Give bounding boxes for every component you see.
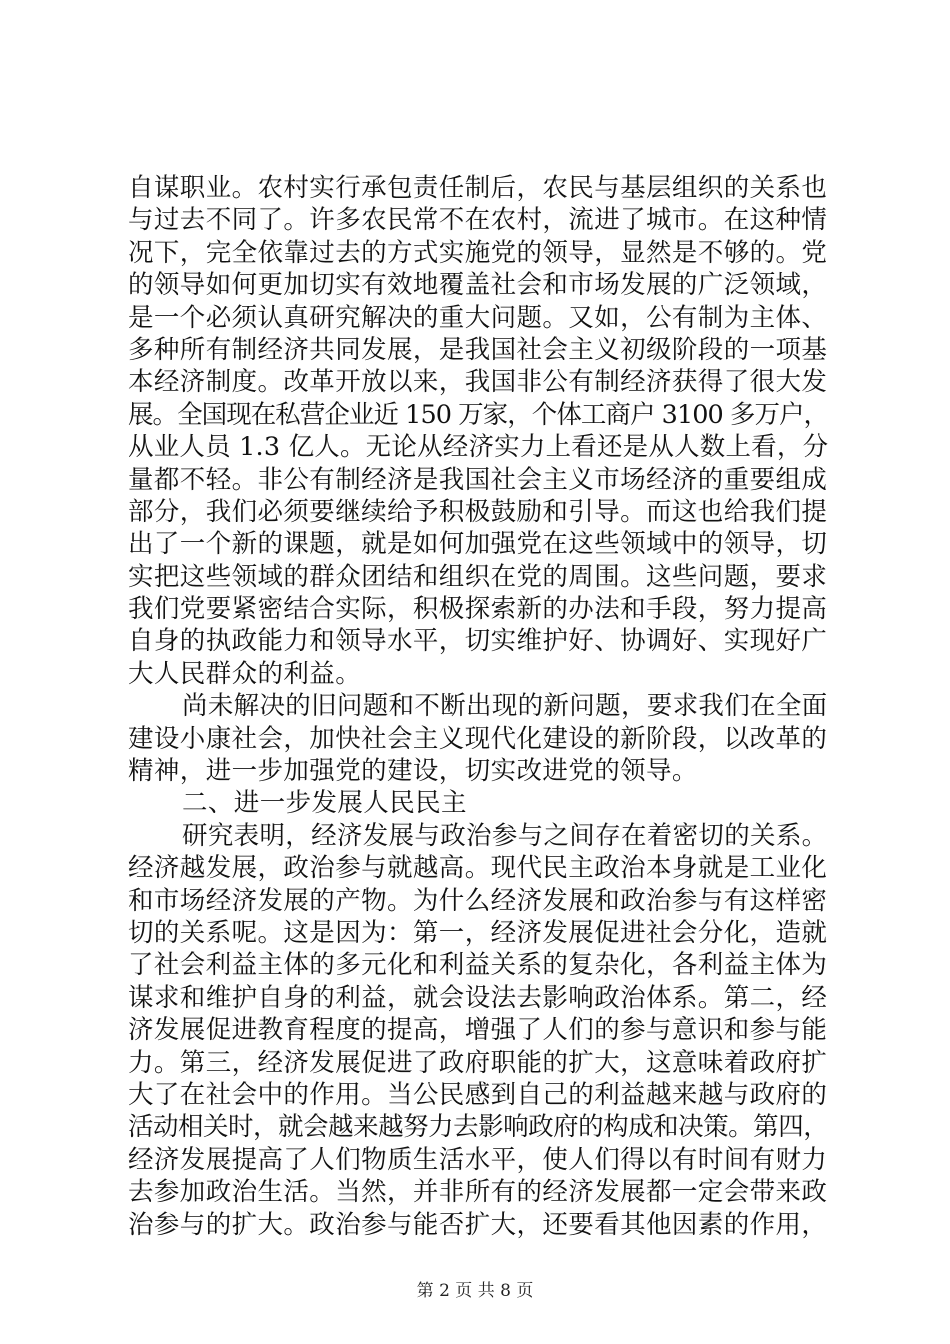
text-line: 量都不轻。非公有制经济是我国社会主义市场经济的重要组成 — [128, 464, 828, 495]
text-line: 出了一个新的课题，就是如何加强党在这些领域中的领导，切 — [128, 529, 828, 560]
text-line: 况下，完全依靠过去的方式实施党的领导，显然是不够的。党 — [128, 237, 828, 268]
text-line: 研究表明，经济发展与政治参与之间存在着密切的关系。 — [182, 820, 828, 851]
text-line: 精神，进一步加强党的建设，切实改进党的领导。 — [128, 756, 698, 787]
text-line: 自谋职业。农村实行承包责任制后，农民与基层组织的关系也 — [128, 173, 828, 203]
text-line: 治参与的扩大。政治参与能否扩大，还要看其他因素的作用， — [128, 1209, 828, 1240]
text-line: 济发展促进教育程度的提高，增强了人们的参与意识和参与能 — [128, 1015, 828, 1046]
text-line: 力。第三，经济发展促进了政府职能的扩大，这意味着政府扩 — [128, 1047, 828, 1078]
text-line: 与过去不同了。许多农民常不在农村，流进了城市。在这种情 — [128, 205, 828, 236]
paragraph — [128, 820, 828, 1241]
text-line: 的领导如何更加切实有效地覆盖社会和市场发展的广泛领域， — [128, 270, 828, 301]
text-line: 我们党要紧密结合实际，积极探索新的办法和手段，努力提高 — [128, 594, 828, 625]
text-line: 活动相关时，就会越来越努力去影响政府的构成和决策。第四， — [128, 1112, 829, 1143]
text-line: 二、进一步发展人民民主 — [182, 788, 467, 819]
text-line: 本经济制度。改革开放以来，我国非公有制经济获得了很大发 — [128, 367, 828, 398]
text-line: 从业人员 1.3 亿人。无论从经济实力上看还是从人数上看，分 — [128, 432, 829, 463]
text-line: 经济越发展，政治参与就越高。现代民主政治本身就是工业化 — [128, 853, 828, 884]
text-line: 是一个必须认真研究解决的重大问题。又如，公有制为主体、 — [128, 302, 828, 333]
text-line: 自身的执政能力和领导水平，切实维护好、协调好、实现好广 — [128, 626, 828, 657]
text-line: 展。全国现在私营企业近 150 万家，个体工商户 3100 多万户， — [128, 399, 829, 430]
text-line: 实把这些领域的群众团结和组织在党的周围。这些问题，要求 — [128, 561, 828, 592]
text-line: 切的关系呢。这是因为：第一，经济发展促进社会分化，造就 — [128, 917, 828, 948]
paragraph — [128, 787, 828, 819]
text-line: 大人民群众的利益。 — [128, 658, 362, 689]
text-line: 尚未解决的旧问题和不断出现的新问题，要求我们在全面 — [182, 691, 828, 722]
text-line: 部分，我们必须要继续给予积极鼓励和引导。而这也给我们提 — [128, 496, 828, 527]
text-line: 多种所有制经济共同发展，是我国社会主义初级阶段的一项基 — [128, 334, 828, 365]
text-line: 了社会利益主体的多元化和利益关系的复杂化，各利益主体为 — [128, 950, 828, 981]
text-line: 大了在社会中的作用。当公民感到自己的利益越来越与政府的 — [128, 1079, 828, 1110]
text-line: 去参加政治生活。当然，并非所有的经济发展都一定会带来政 — [128, 1177, 828, 1208]
document-body — [128, 172, 828, 1241]
paragraph — [128, 690, 828, 787]
text-line: 谋求和维护自身的利益，就会设法去影响政治体系。第二，经 — [128, 982, 828, 1013]
text-line: 经济发展提高了人们物质生活水平，使人们得以有时间有财力 — [128, 1144, 828, 1175]
text-line: 和市场经济发展的产物。为什么经济发展和政治参与有这样密 — [128, 885, 828, 916]
page-footer: 第 2 页 共 8 页 — [416, 1281, 534, 1301]
text-line: 建设小康社会，加快社会主义现代化建设的新阶段，以改革的 — [128, 723, 828, 754]
paragraph — [128, 172, 828, 690]
